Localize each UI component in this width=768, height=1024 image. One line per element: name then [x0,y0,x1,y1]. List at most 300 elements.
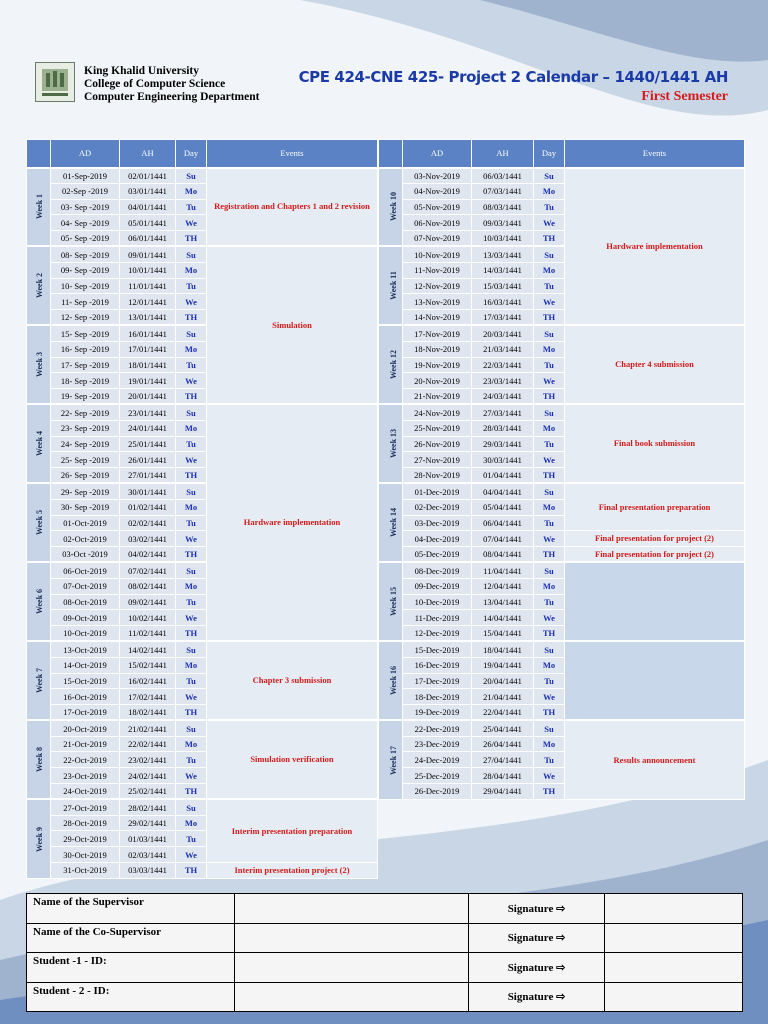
ad-cell: 03-Nov-2019 [403,168,472,184]
day-cell: We [534,452,565,468]
ah-cell: 06/03/1441 [472,168,534,184]
day-cell: Su [534,404,565,420]
student1-signature-field[interactable] [605,953,743,983]
ah-cell: 07/02/1441 [120,562,176,578]
ad-cell: 03-Oct -2019 [51,547,120,563]
week-label [27,246,51,325]
semester-label: First Semester [641,89,728,104]
ad-cell: 12-Dec-2019 [403,626,472,642]
ad-cell: 23-Dec-2019 [403,736,472,752]
day-cell: Tu [176,357,207,373]
ad-cell: 05- Sep -2019 [51,231,120,247]
signature-table [26,893,743,1012]
ad-cell: 27-Oct-2019 [51,799,120,815]
ah-cell: 16/03/1441 [472,294,534,310]
ah-cell: 25/01/1441 [120,436,176,452]
event-cell: Results announcement [565,720,745,799]
ah-cell: 25/04/1441 [472,720,534,736]
ah-cell: 03/03/1441 [120,863,176,879]
student1-label: Student -1 - ID: [27,953,235,983]
ah-cell: 10/01/1441 [120,262,176,278]
day-cell: Mo [534,341,565,357]
ah-cell: 19/01/1441 [120,373,176,389]
calendar-row [379,562,745,578]
day-cell: Mo [534,420,565,436]
ad-cell: 25- Sep -2019 [51,452,120,468]
event-cell: Interim presentation project (2) [207,863,378,879]
ad-cell: 11-Nov-2019 [403,262,472,278]
week-label [27,483,51,562]
calendar-row [27,720,378,736]
day-cell: Tu [534,436,565,452]
ah-cell: 13/03/1441 [472,246,534,262]
ah-cell: 09/03/1441 [472,215,534,231]
week-header [27,140,51,168]
ad-cell: 04-Dec-2019 [403,531,472,547]
ad-cell: 24- Sep -2019 [51,436,120,452]
signature-label: Signature ⇨ [469,953,605,983]
day-cell: Mo [534,736,565,752]
week-label [379,562,403,641]
day-cell: We [176,215,207,231]
calendar-row [379,547,745,563]
ad-cell: 15-Oct-2019 [51,673,120,689]
supervisor-name-field[interactable] [235,894,469,924]
ah-cell: 29/03/1441 [472,436,534,452]
day-cell: TH [534,784,565,800]
ah-cell: 01/02/1441 [120,499,176,515]
day-cell: We [176,689,207,705]
ah-cell: 04/02/1441 [120,547,176,563]
day-cell: TH [176,784,207,800]
ad-cell: 02-Sep -2019 [51,183,120,199]
ad-cell: 18-Dec-2019 [403,689,472,705]
day-cell: Mo [176,736,207,752]
ad-cell: 10-Dec-2019 [403,594,472,610]
day-cell: Mo [176,578,207,594]
ah-cell: 10/03/1441 [472,231,534,247]
ad-cell: 29-Oct-2019 [51,831,120,847]
ad-cell: 07-Oct-2019 [51,578,120,594]
week-label-text: Week 9 [35,826,45,852]
calendar-row [27,799,378,815]
week-label [379,404,403,483]
student1-row [27,953,743,983]
event-cell: Final presentation preparation [565,483,745,530]
ah-cell: 03/01/1441 [120,183,176,199]
day-cell: Su [176,641,207,657]
ad-cell: 13-Nov-2019 [403,294,472,310]
ad-cell: 07-Nov-2019 [403,231,472,247]
ad-cell: 15- Sep -2019 [51,325,120,341]
day-cell: We [534,768,565,784]
ah-cell: 03/02/1441 [120,531,176,547]
ah-cell: 12/04/1441 [472,578,534,594]
day-cell: Tu [534,752,565,768]
day-cell: We [176,610,207,626]
calendar-row [379,720,745,736]
ad-cell: 21-Nov-2019 [403,389,472,405]
day-cell: TH [176,389,207,405]
ah-cell: 08/03/1441 [472,199,534,215]
ad-cell: 13-Oct-2019 [51,641,120,657]
ah-cell: 11/01/1441 [120,278,176,294]
ad-cell: 17- Sep -2019 [51,357,120,373]
day-cell: Mo [176,499,207,515]
ad-cell: 01-Oct-2019 [51,515,120,531]
week-label-text: Week 17 [389,745,399,775]
supervisor-label: Name of the Supervisor [27,894,235,924]
event-cell: Chapter 4 submission [565,325,745,404]
signature-label: Signature ⇨ [469,923,605,953]
ah-cell: 29/02/1441 [120,815,176,831]
ah-cell: 01/04/1441 [472,468,534,484]
ah-cell: 26/01/1441 [120,452,176,468]
ah-cell: 10/02/1441 [120,610,176,626]
day-cell: Su [176,720,207,736]
ah-cell: 28/04/1441 [472,768,534,784]
ah-cell: 09/01/1441 [120,246,176,262]
ad-cell: 15-Dec-2019 [403,641,472,657]
day-cell: Tu [176,436,207,452]
day-cell: Tu [176,199,207,215]
supervisor-row [27,894,743,924]
event-cell: Hardware implementation [565,168,745,326]
calendar-row [379,531,745,547]
ad-cell: 26-Nov-2019 [403,436,472,452]
week-label-text: Week 3 [35,352,45,378]
student2-signature-field[interactable] [605,982,743,1012]
day-cell: TH [534,468,565,484]
ad-cell: 17-Dec-2019 [403,673,472,689]
day-cell: Tu [534,357,565,373]
calendar-row [27,404,378,420]
ah-cell: 30/03/1441 [472,452,534,468]
day-cell: We [176,452,207,468]
calendar-row [379,483,745,499]
ad-cell: 22- Sep -2019 [51,404,120,420]
ad-cell: 16-Dec-2019 [403,657,472,673]
calendar-row [379,325,745,341]
day-cell: Mo [534,183,565,199]
day-cell: Mo [176,341,207,357]
empty-event-cell [565,562,745,641]
ad-cell: 12-Nov-2019 [403,278,472,294]
ad-cell: 06-Oct-2019 [51,562,120,578]
ah-cell: 23/02/1441 [120,752,176,768]
student2-name-field[interactable] [235,982,469,1012]
day-cell: Su [176,168,207,184]
day-cell: Mo [176,262,207,278]
ad-cell: 18-Nov-2019 [403,341,472,357]
day-cell: TH [176,705,207,721]
calendar-row [27,246,378,262]
week-label-text: Week 7 [35,668,45,694]
day-cell: We [534,294,565,310]
day-cell: Su [534,641,565,657]
ah-cell: 29/04/1441 [472,784,534,800]
week-label-text: Week 16 [389,666,399,696]
ad-cell: 11- Sep -2019 [51,294,120,310]
event-cell: Final book submission [565,404,745,483]
day-cell: Tu [176,673,207,689]
ah-cell: 18/01/1441 [120,357,176,373]
student1-name-field[interactable] [235,953,469,983]
calendar-row [27,863,378,879]
day-cell: We [176,294,207,310]
day-cell: Su [176,483,207,499]
day-cell: We [176,768,207,784]
ah-cell: 04/04/1441 [472,483,534,499]
event-cell: Interim presentation preparation [207,799,378,862]
ah-cell: 13/04/1441 [472,594,534,610]
calendar-table-left [26,139,378,879]
ah-cell: 21/03/1441 [472,341,534,357]
ad-cell: 24-Oct-2019 [51,784,120,800]
ah-cell: 23/03/1441 [472,373,534,389]
ah-cell: 17/02/1441 [120,689,176,705]
week-label-text: Week 4 [35,431,45,457]
events-header: Events [207,140,378,168]
day-cell: TH [176,626,207,642]
ah-cell: 27/03/1441 [472,404,534,420]
calendar-table-right [378,139,745,800]
signature-label: Signature ⇨ [469,894,605,924]
ah-cell: 25/02/1441 [120,784,176,800]
week-label [27,168,51,247]
day-cell: Mo [534,262,565,278]
ad-cell: 30-Oct-2019 [51,847,120,863]
ah-cell: 14/02/1441 [120,641,176,657]
co-supervisor-name-field[interactable] [235,923,469,953]
ad-cell: 22-Oct-2019 [51,752,120,768]
week-label-text: Week 15 [389,587,399,617]
ad-cell: 12- Sep -2019 [51,310,120,326]
ah-cell: 18/02/1441 [120,705,176,721]
calendar-row [379,168,745,184]
ah-cell: 14/03/1441 [472,262,534,278]
ah-header: AH [472,140,534,168]
week-label-text: Week 2 [35,273,45,299]
ah-cell: 07/04/1441 [472,531,534,547]
department-name: Computer Engineering Department [84,91,260,103]
day-cell: TH [534,547,565,563]
day-cell: Su [176,799,207,815]
ah-cell: 24/01/1441 [120,420,176,436]
day-cell: We [534,531,565,547]
day-cell: Su [534,483,565,499]
page-title: CPE 424-CNE 425- Project 2 Calendar – 1440/1441 AH [298,68,728,86]
ah-cell: 22/03/1441 [472,357,534,373]
ah-cell: 21/04/1441 [472,689,534,705]
ah-cell: 17/03/1441 [472,310,534,326]
week-header [379,140,403,168]
day-cell: TH [176,310,207,326]
day-cell: TH [176,231,207,247]
ah-cell: 05/04/1441 [472,499,534,515]
day-cell: TH [534,231,565,247]
event-cell: Hardware implementation [207,404,378,641]
ad-cell: 09-Dec-2019 [403,578,472,594]
ah-cell: 24/02/1441 [120,768,176,784]
ad-cell: 19-Dec-2019 [403,705,472,721]
week-label-text: Week 11 [388,271,398,301]
day-cell: Mo [176,657,207,673]
ah-cell: 05/01/1441 [120,215,176,231]
ah-cell: 15/02/1441 [120,657,176,673]
ah-header: AH [120,140,176,168]
ad-cell: 16- Sep -2019 [51,341,120,357]
ad-cell: 23- Sep -2019 [51,420,120,436]
college-name: College of Computer Science [84,78,226,90]
ah-cell: 22/04/1441 [472,705,534,721]
week-label-text: Week 6 [35,589,45,615]
ad-cell: 04- Sep -2019 [51,215,120,231]
day-cell: Su [534,562,565,578]
ah-cell: 24/03/1441 [472,389,534,405]
event-cell: Chapter 3 submission [207,641,378,720]
day-cell: Su [534,246,565,262]
ad-cell: 18- Sep -2019 [51,373,120,389]
day-cell: TH [534,389,565,405]
ad-cell: 11-Dec-2019 [403,610,472,626]
event-cell: Simulation [207,246,378,404]
ah-cell: 14/04/1441 [472,610,534,626]
ah-cell: 16/02/1441 [120,673,176,689]
ad-cell: 26- Sep -2019 [51,468,120,484]
ad-header: AD [403,140,472,168]
day-cell: Su [534,168,565,184]
ad-cell: 02-Dec-2019 [403,499,472,515]
signature-label: Signature ⇨ [469,982,605,1012]
ad-cell: 08- Sep -2019 [51,246,120,262]
ad-cell: 01-Dec-2019 [403,483,472,499]
week-label [27,799,51,878]
day-cell: Tu [176,278,207,294]
calendar-row [27,168,378,184]
ah-cell: 23/01/1441 [120,404,176,420]
ah-cell: 22/02/1441 [120,736,176,752]
ah-cell: 30/01/1441 [120,483,176,499]
ad-cell: 10-Oct-2019 [51,626,120,642]
day-header: Day [176,140,207,168]
day-cell: Tu [534,594,565,610]
ad-cell: 02-Oct-2019 [51,531,120,547]
week-label-text: Week 10 [389,192,399,222]
ad-cell: 17-Oct-2019 [51,705,120,721]
day-cell: Tu [534,199,565,215]
day-cell: Su [176,404,207,420]
week-label [27,562,51,641]
ah-cell: 06/01/1441 [120,231,176,247]
ad-cell: 08-Dec-2019 [403,562,472,578]
day-cell: Tu [534,673,565,689]
week-label [379,325,403,404]
ah-cell: 20/01/1441 [120,389,176,405]
day-cell: TH [176,547,207,563]
week-label [379,720,403,799]
co-supervisor-row [27,923,743,953]
day-cell: Su [534,325,565,341]
institution-block [84,65,259,104]
day-cell: TH [534,310,565,326]
day-cell: We [534,610,565,626]
day-cell: Su [176,325,207,341]
day-cell: Mo [534,578,565,594]
ah-cell: 28/02/1441 [120,799,176,815]
week-label-text: Week 12 [389,350,399,380]
ad-cell: 03-Dec-2019 [403,515,472,531]
day-cell: Su [176,562,207,578]
ah-cell: 06/04/1441 [472,515,534,531]
day-cell: Mo [176,815,207,831]
ad-header: AD [51,140,120,168]
event-cell: Registration and Chapters 1 and 2 revision [207,168,378,247]
ad-cell: 27-Nov-2019 [403,452,472,468]
ad-cell: 04-Nov-2019 [403,183,472,199]
day-cell: Tu [534,515,565,531]
supervisor-signature-field[interactable] [605,894,743,924]
ah-cell: 15/03/1441 [472,278,534,294]
ah-cell: 28/03/1441 [472,420,534,436]
week-label [27,325,51,404]
ad-cell: 29- Sep -2019 [51,483,120,499]
event-cell: Simulation verification [207,720,378,799]
day-cell: We [534,373,565,389]
day-cell: TH [534,705,565,721]
ad-cell: 01-Sep-2019 [51,168,120,184]
ah-cell: 04/01/1441 [120,199,176,215]
ah-cell: 26/04/1441 [472,736,534,752]
ah-cell: 02/03/1441 [120,847,176,863]
ad-cell: 06-Nov-2019 [403,215,472,231]
ad-cell: 25-Dec-2019 [403,768,472,784]
ad-cell: 26-Dec-2019 [403,784,472,800]
ah-cell: 02/02/1441 [120,515,176,531]
ad-cell: 21-Oct-2019 [51,736,120,752]
day-cell: Tu [534,278,565,294]
university-logo [35,62,75,102]
day-cell: Su [176,246,207,262]
ah-cell: 20/04/1441 [472,673,534,689]
ah-cell: 17/01/1441 [120,341,176,357]
ah-cell: 27/01/1441 [120,468,176,484]
day-cell: Tu [176,831,207,847]
ah-cell: 27/04/1441 [472,752,534,768]
ad-cell: 20-Oct-2019 [51,720,120,736]
ah-cell: 09/02/1441 [120,594,176,610]
day-cell: Tu [176,594,207,610]
ad-cell: 22-Dec-2019 [403,720,472,736]
day-cell: TH [176,863,207,879]
ad-cell: 31-Oct-2019 [51,863,120,879]
ah-cell: 16/01/1441 [120,325,176,341]
ad-cell: 24-Nov-2019 [403,404,472,420]
ad-cell: 24-Dec-2019 [403,752,472,768]
day-cell: We [534,689,565,705]
ad-cell: 10-Nov-2019 [403,246,472,262]
week-label [27,720,51,799]
week-label [27,404,51,483]
ad-cell: 14-Oct-2019 [51,657,120,673]
ah-cell: 11/02/1441 [120,626,176,642]
co-supervisor-signature-field[interactable] [605,923,743,953]
ad-cell: 09-Oct-2019 [51,610,120,626]
week-label-text: Week 13 [389,429,399,459]
empty-event-cell [565,641,745,720]
event-cell: Final presentation for project (2) [565,547,745,563]
calendar-row [27,641,378,657]
